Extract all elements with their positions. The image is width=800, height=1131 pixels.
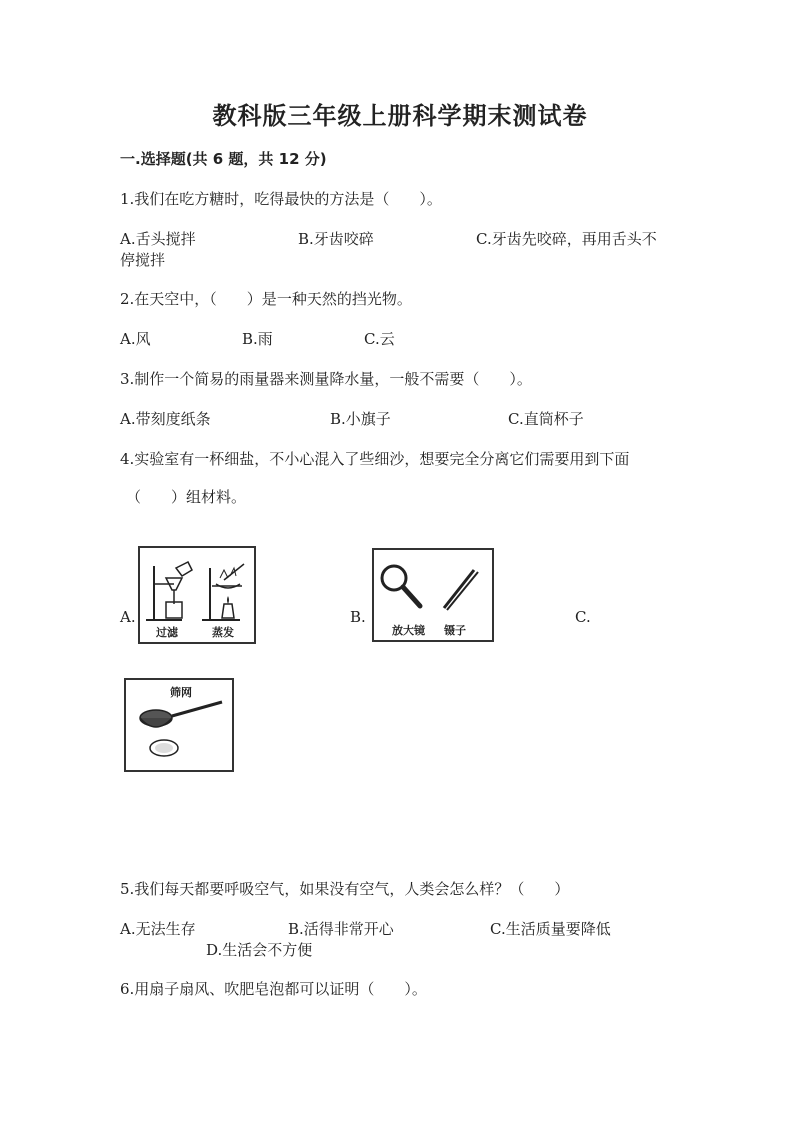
question-6-stem: 6.用扇子扇风、吹肥皂泡都可以证明（ ）。 [120,980,427,998]
question-5-option-b[interactable]: B.活得非常开心 [288,920,394,938]
question-4-stem-continued: （ ）组材料。 [126,488,247,506]
page-title: 教科版三年级上册科学期末测试卷 [212,102,588,130]
question-4-option-c[interactable]: C. [575,608,591,626]
caption-evaporation: 蒸发 [212,626,234,639]
question-1-stem: 1.我们在吃方糖时，吃得最快的方法是（ ）。 [120,190,442,208]
question-3-stem: 3.制作一个简易的雨量器来测量降水量，一般不需要（ ）。 [120,370,532,388]
caption-tweezers: 镊子 [444,624,466,637]
section-heading: 一.选择题(共 6 题，共 12 分) [120,150,327,168]
question-1-option-a[interactable]: A.舌头搅拌 [120,230,196,248]
question-2-option-b[interactable]: B.雨 [242,330,273,348]
question-4-option-a[interactable]: A. [120,608,136,626]
caption-sieve: 筛网 [170,686,192,699]
question-4-stem: 4.实验室有一杯细盐，不小心混入了些细沙，想要完全分离它们需要用到下面 [120,450,630,468]
question-3-option-c[interactable]: C.直筒杯子 [508,410,584,428]
question-1-option-b[interactable]: B.牙齿咬碎 [298,230,374,248]
question-5-option-a[interactable]: A.无法生存 [120,920,196,938]
option-a-image[interactable] [138,546,256,644]
question-4-option-b[interactable]: B. [350,608,366,626]
question-5-option-c[interactable]: C.生活质量要降低 [490,920,611,938]
question-3-option-b[interactable]: B.小旗子 [330,410,391,428]
question-2-option-c[interactable]: C.云 [364,330,395,348]
question-3-option-a[interactable]: A.带刻度纸条 [120,410,211,428]
option-c-image[interactable] [124,678,234,772]
question-5-option-d[interactable]: D.生活会不方便 [206,941,313,959]
question-2-stem: 2.在天空中，（ ）是一种天然的挡光物。 [120,290,412,308]
question-1-option-c-continued: 停搅拌 [120,251,166,269]
question-5-stem: 5.我们每天都要呼吸空气，如果没有空气，人类会怎么样？（ ） [120,880,570,898]
question-2-option-a[interactable]: A.风 [120,330,151,348]
option-b-image[interactable] [372,548,494,642]
question-1-option-c[interactable]: C.牙齿先咬碎，再用舌头不 [476,230,657,248]
caption-magnifier: 放大镜 [392,624,425,637]
caption-filtration: 过滤 [156,626,178,639]
